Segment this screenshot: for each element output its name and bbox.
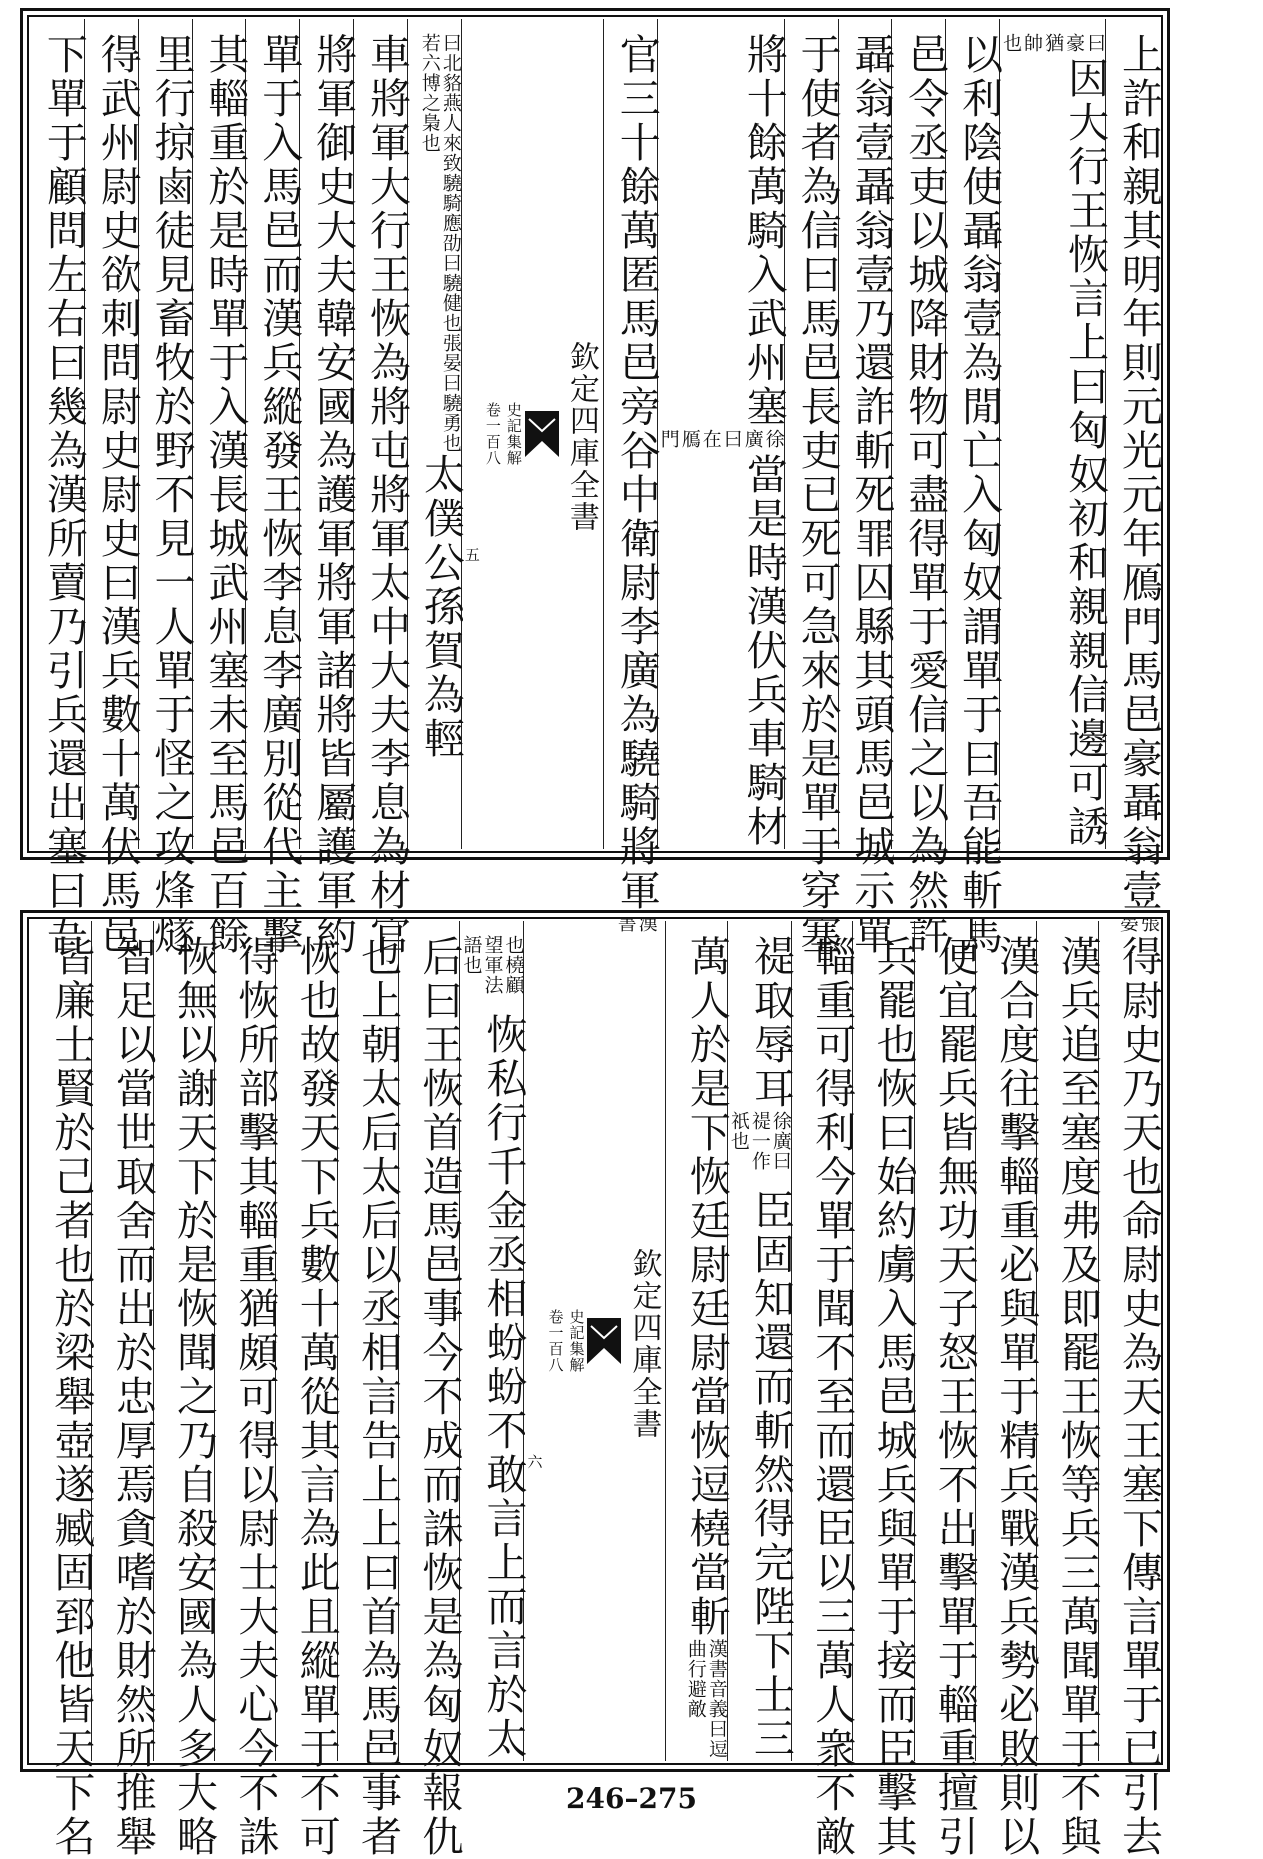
annotation-text: 漢書 bbox=[614, 913, 658, 933]
text-column bbox=[1098, 921, 1163, 1859]
text-column bbox=[138, 19, 196, 957]
text-column bbox=[84, 19, 142, 957]
text-column bbox=[407, 19, 465, 849]
annotation-text: 漢書音義曰逗曲行避敵 bbox=[684, 1639, 728, 1759]
main-text: 皆廉士賢於己者也於梁舉壺遂臧固郅他皆天下名 bbox=[47, 935, 96, 1859]
volume-title: 史記集解 bbox=[504, 402, 523, 466]
juan-number: 卷一百八 bbox=[483, 402, 502, 466]
main-text: 邑令丞吏以城降財物可盡得單于愛信之以為然許 bbox=[901, 33, 950, 957]
main-text: 官三十餘萬匿馬邑旁谷中衛尉李廣為驍騎將軍 bbox=[612, 33, 661, 913]
text-column bbox=[245, 19, 304, 957]
page-top-columns bbox=[31, 19, 1163, 957]
main-text: 于使者為信曰馬邑長吏已死可急來於是單于穿塞 bbox=[793, 33, 842, 957]
center-fold bbox=[523, 921, 665, 1761]
main-text: 智足以當世取舍而出於忠厚焉貪嗜於財然所推舉 bbox=[108, 935, 157, 1859]
text-column bbox=[31, 19, 88, 957]
main-text: 將十餘萬騎入武州塞 bbox=[739, 33, 788, 429]
main-text: 下單于顧問左右曰幾為漢所賣乃引兵還出塞曰吾 bbox=[39, 33, 88, 957]
main-text: 兵罷也恢曰始約虜入馬邑城兵與單于接而臣擊其 bbox=[869, 935, 918, 1859]
text-column bbox=[914, 921, 979, 1859]
main-text: 車將軍大行王恢為將屯將軍太中大夫李息為材官 bbox=[362, 33, 411, 957]
main-text: 恢無以謝天下於是恢聞之乃自殺安國為人多大略 bbox=[170, 935, 219, 1859]
main-text: 里行掠鹵徒見畜牧於野不見一人單于怪之攻烽燧 bbox=[147, 33, 196, 957]
text-column bbox=[91, 921, 157, 1859]
main-text: 臣固知還而斬然得完陛下士三 bbox=[746, 1189, 795, 1761]
main-text: 太僕公孫賀為輕 bbox=[416, 453, 465, 761]
main-text: 也上朝太后太后以丞相言告上上曰首為馬邑事者 bbox=[354, 935, 403, 1859]
main-text: 漢合度往擊輜重必與單于精兵戰漢兵勢必敗則以 bbox=[992, 935, 1041, 1859]
main-text: 單于入馬邑而漢兵縱發王恢李息李廣別從代主擊 bbox=[255, 33, 304, 957]
text-column bbox=[665, 921, 731, 1761]
text-column bbox=[192, 19, 250, 957]
text-column bbox=[353, 19, 411, 957]
main-text: 聶翁壹聶翁壹乃還詐斬死罪囚縣其頭馬邑城示單 bbox=[847, 33, 896, 957]
annotation-text: 曰豪猶帥也 bbox=[1000, 33, 1107, 53]
main-text: 得尉史乃天也命尉史為天王塞下傳言單于已引去 bbox=[1115, 935, 1163, 1859]
main-text: 當是時漢伏兵車騎材 bbox=[739, 453, 788, 849]
annotation-text: 也橈顧望軍法語也 bbox=[460, 935, 525, 995]
volume-title: 史記集解 bbox=[567, 1309, 586, 1373]
fish-tail-mark-icon bbox=[525, 411, 559, 457]
text-column bbox=[838, 19, 896, 957]
text-column bbox=[299, 19, 358, 957]
main-text: 禔取辱耳 bbox=[746, 935, 795, 1111]
page-number: 六 bbox=[525, 1453, 544, 1469]
main-text: 因大行王恢言上曰匈奴初和親親信邊可誘 bbox=[1061, 57, 1110, 849]
text-column bbox=[727, 921, 795, 1761]
main-text: 其輜重於是時單于入漢長城武州塞未至馬邑百餘 bbox=[201, 33, 250, 957]
text-column bbox=[657, 19, 788, 849]
annotation-text: 曰北貉燕人來致驍騎應劭曰驍健也張晏曰驍勇也若六博之梟也 bbox=[418, 33, 462, 453]
book-title: 欽定四庫全書 bbox=[626, 1248, 662, 1440]
text-column bbox=[337, 921, 403, 1859]
page-number: 五 bbox=[462, 546, 481, 562]
main-text: 上許和親其明年則元光元年鴈門馬邑豪聶翁壹 bbox=[1115, 33, 1163, 913]
text-column bbox=[852, 921, 918, 1859]
text-column bbox=[1105, 19, 1163, 933]
text-column bbox=[945, 19, 1004, 957]
main-text: 恢私行千金丞相蚡蚡不敢言上而言於太 bbox=[479, 1013, 528, 1761]
text-column bbox=[975, 921, 1041, 1859]
main-text: 恢也故發天下兵數十萬從其言為此且縱單于不可 bbox=[292, 935, 341, 1859]
main-text: 輜重可得利今單于聞不至而還臣以三萬人衆不敵 bbox=[808, 935, 857, 1859]
main-text: 后曰王恢首造馬邑事今不成而誅恢是為匈奴報仇 bbox=[415, 935, 464, 1859]
juan-number: 卷一百八 bbox=[546, 1309, 565, 1373]
text-column bbox=[784, 19, 842, 957]
text-column bbox=[891, 19, 950, 957]
main-text: 將軍御史大夫韓安國為護軍將軍諸將皆屬護軍約 bbox=[309, 33, 358, 957]
text-column bbox=[31, 921, 96, 1859]
main-text: 便宜罷兵皆無功天子怒王恢不出擊單于輜重擅引 bbox=[930, 935, 979, 1859]
footer-page-label: 246–275 bbox=[566, 1782, 697, 1815]
fish-tail-mark-icon bbox=[587, 1318, 621, 1364]
main-text: 以利陰使聶翁壹為閒亡入匈奴謂單于曰吾能斬馬 bbox=[955, 33, 1004, 957]
annotation-text: 徐廣曰在鴈門 bbox=[657, 429, 785, 449]
center-fold bbox=[461, 19, 603, 849]
page-top bbox=[20, 8, 1170, 957]
main-text: 得武州尉史欲刺問尉史尉史曰漢兵數十萬伏馬邑 bbox=[93, 33, 142, 957]
text-column bbox=[459, 921, 528, 1761]
text-column bbox=[153, 921, 219, 1859]
text-column bbox=[999, 19, 1110, 849]
text-column bbox=[603, 19, 661, 933]
text-column bbox=[1036, 921, 1102, 1859]
text-column bbox=[791, 921, 857, 1859]
text-column bbox=[214, 921, 280, 1859]
text-column bbox=[398, 921, 464, 1859]
annotation-text: 徐廣曰禔一作祇也 bbox=[727, 1111, 792, 1171]
annotation-text: 張晏 bbox=[1117, 913, 1160, 933]
main-text: 得恢所部擊其輜重猶頗可得以尉士大夫心今不誅 bbox=[231, 935, 280, 1859]
main-text: 萬人於是下恢廷尉廷尉當恢逗橈當斬 bbox=[682, 935, 731, 1639]
main-text: 漢兵追至塞度弗及即罷王恢等兵三萬聞單于不與 bbox=[1053, 935, 1102, 1859]
text-column bbox=[275, 921, 341, 1859]
book-title: 欽定四庫全書 bbox=[563, 341, 599, 533]
